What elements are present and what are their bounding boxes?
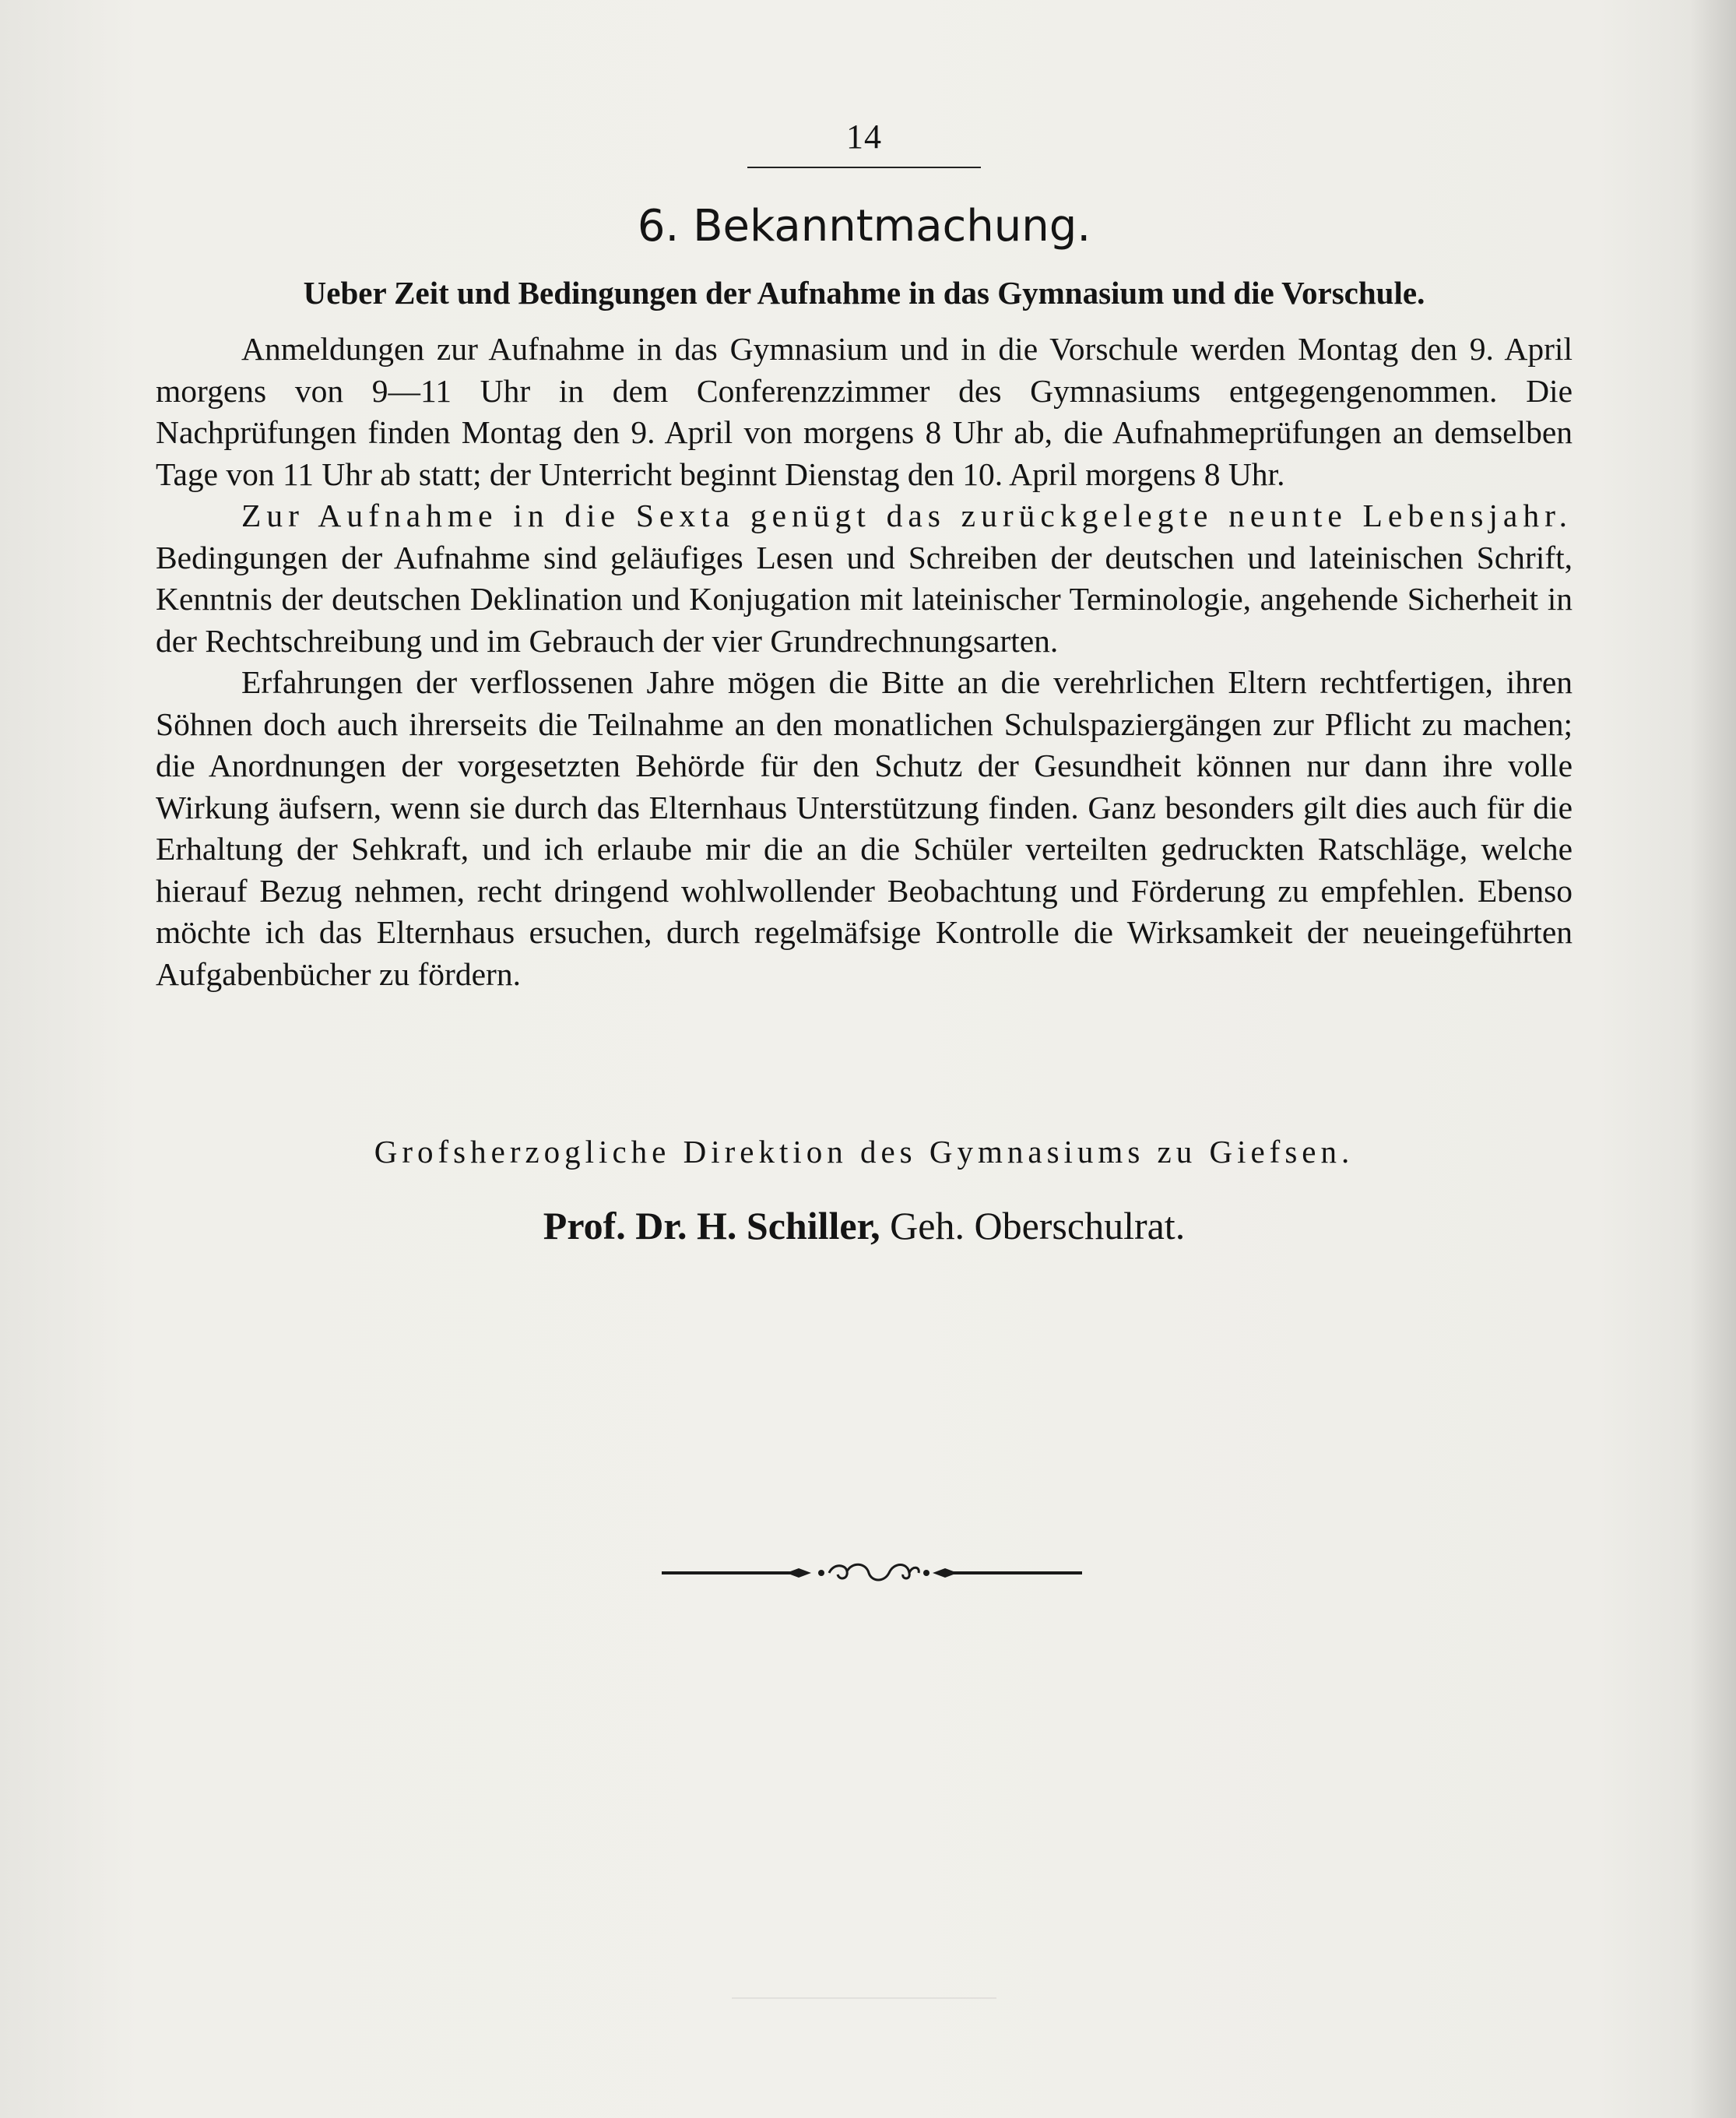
paragraph-parents-request: Erfahrungen der verflossenen Jahre mögen die Bitte an die verehrlichen Eltern rechtfertigen, ihren Söhnen doch auch ihrerseits die Teilnahme an den monatlichen Schulspaziergängen zur Pflicht zu machen; die Anordnungen der vorgesetzten Behörde für den Schutz der Gesundheit können nur dann ihre volle Wirkung äufsern, wenn sie durch das Elternhaus Unterstützung finden. Ganz besonders gilt dies auch für die Erhaltung der Sehkraft, und ich erlaube mir die an die Schüler verteilten gedruckten Ratschläge, welche hierauf Bezug nehmen, recht dringend wohlwollender Beobachtung und Förderung zu empfehlen. Ebenso möchte ich das Elternhaus ersuchen, durch regelmäfsige Kontrolle die Wirksamkeit der neueingeführten Aufgabenbücher zu fördern.: [156, 664, 1573, 992]
bottom-rule: [732, 1997, 996, 1999]
paragraph-registration: Anmeldungen zur Aufnahme in das Gymnasium und in die Vorschule werden Montag den 9. April morgens von 9—11 Uhr in dem Conferenzzimmer des Gymnasiums entgegengenommen. Die Nachprüfungen finden Montag den 9. April von morgens 8 Uhr ab, die Aufnahmeprüfungen an demselben Tage von 11 Uhr ab statt; der Unterricht beginnt Dienstag den 10. April morgens 8 Uhr.: [156, 331, 1573, 492]
admission-age-emphasis: Zur Aufnahme in die Sexta genügt das zurückgelegte neunte Lebensjahr.: [241, 498, 1573, 533]
page-number: 14: [846, 118, 882, 156]
page-edge-shadow: [1689, 0, 1736, 2118]
admission-requirements: Bedingungen der Aufnahme sind geläufiges Lesen und Schreiben der deutschen und lateinischen Schrift, Kenntnis der deutschen Deklination und Konjugation mit lateinischer Terminologie, angehende Sicherheit in der Rechtschreibung und im Gebrauch der vier Grundrechnungsarten.: [156, 539, 1573, 659]
signature-name: Prof. Dr. H. Schiller,: [543, 1204, 880, 1247]
signature-name-line: [156, 1203, 1573, 1248]
signature-title: Geh. Oberschulrat.: [880, 1204, 1186, 1247]
announcement-body: [156, 329, 1573, 995]
signature-institution: Grofsherzogliche Direktion des Gymnasiums zu Giefsen.: [374, 1134, 1355, 1170]
paragraph-admission-conditions: [156, 495, 1573, 662]
ornament-divider-icon: [662, 1556, 1082, 1590]
section-title: 6. Bekanntmachung.: [637, 201, 1091, 252]
header-rule: [747, 167, 981, 168]
section-subtitle: Ueber Zeit und Bedingungen der Aufnahme in das Gymnasium und die Vorschule.: [303, 275, 1425, 311]
